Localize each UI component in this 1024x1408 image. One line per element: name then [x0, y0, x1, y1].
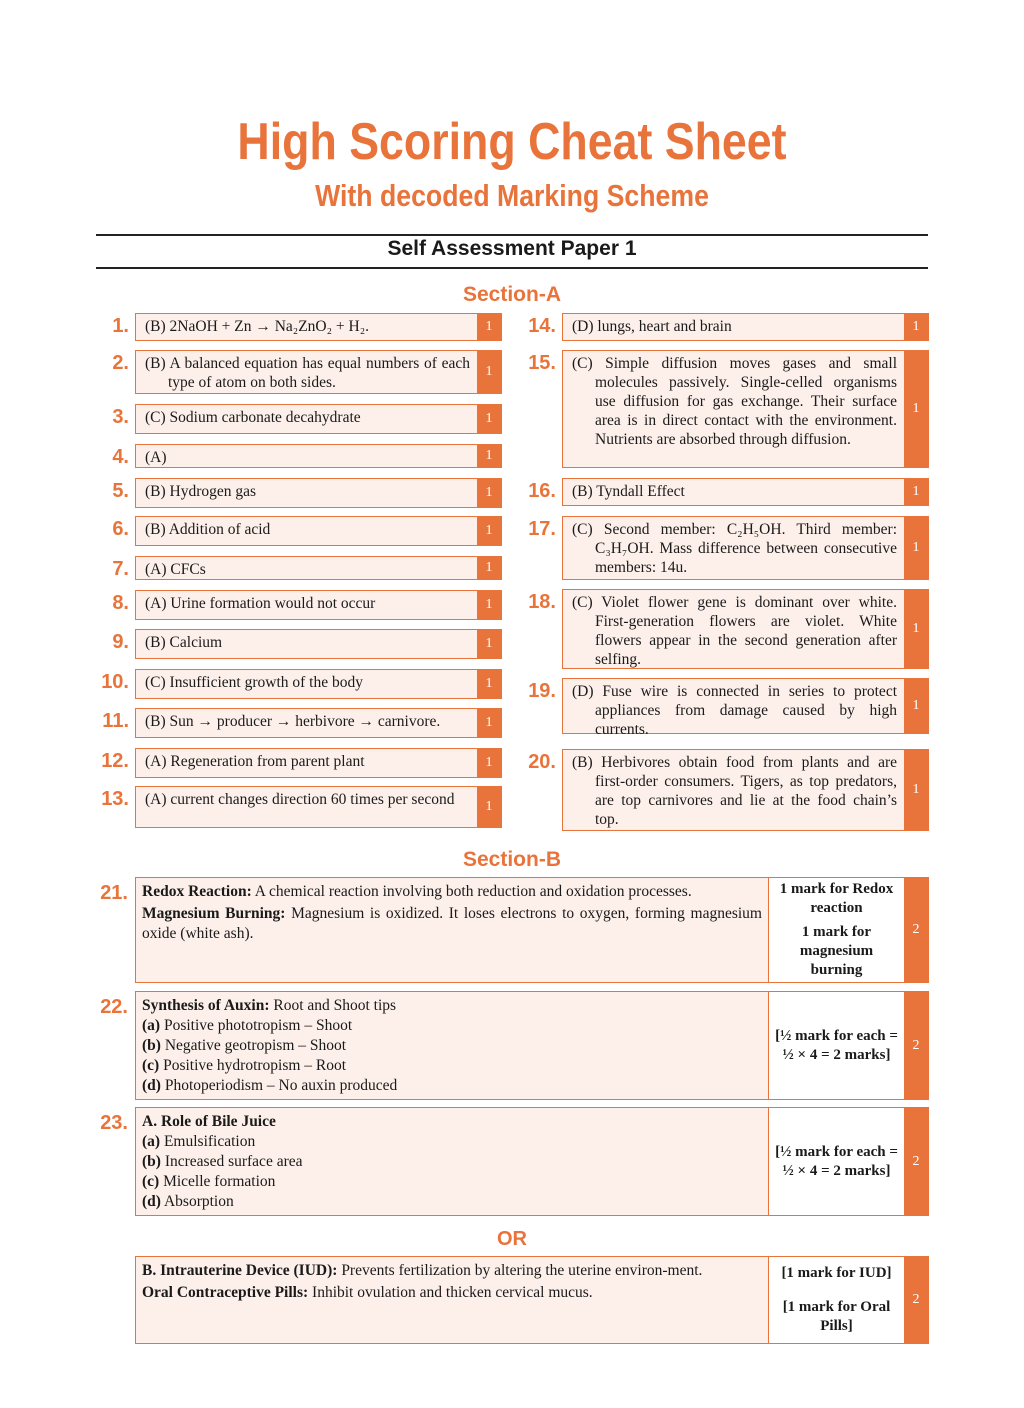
answer-content: Hydrogen gas: [169, 483, 257, 500]
answer-option: (D): [572, 318, 594, 335]
question-number: 21.: [100, 882, 128, 904]
answer-line: [142, 1076, 762, 1096]
answer-box: [135, 350, 502, 394]
answer-label: (b): [142, 1153, 161, 1170]
answer-text: [563, 517, 903, 577]
answer-content: Increased surface area: [160, 1153, 303, 1170]
marking-scheme-cell: [768, 878, 904, 982]
answer-content: Absorption: [160, 1193, 234, 1210]
answer-box: [562, 678, 929, 738]
answer-line: [142, 1152, 762, 1172]
bottom-rule: [96, 267, 928, 269]
answer-label: (d): [142, 1193, 161, 1210]
answer-text: [136, 445, 476, 467]
marking-scheme-note: 1 mark for magnesium burning: [799, 923, 874, 978]
mark-cell: 1: [477, 405, 501, 433]
answer-content: current changes direction 60 times per second: [170, 791, 455, 808]
answer-box: [135, 590, 502, 620]
mark-cell: 1: [477, 591, 501, 619]
mark-cell: 1: [477, 351, 501, 393]
marking-scheme-note: 1 mark for Redox reaction: [779, 881, 894, 917]
question-number: 12.: [101, 750, 129, 772]
question-number: 8.: [112, 592, 129, 614]
answer-label: Synthesis of Auxin:: [142, 997, 270, 1014]
long-answer-text: [142, 1261, 762, 1303]
marking-scheme-cell: [768, 1257, 904, 1343]
answer-label: (b): [142, 1037, 161, 1054]
answer-content: Calcium: [169, 634, 223, 651]
answer-option: (D): [572, 683, 594, 700]
mark-cell: 1: [477, 479, 501, 507]
answer-line: [142, 1261, 762, 1281]
answer-box: [562, 350, 929, 468]
answer-box: [135, 478, 502, 508]
mark-cell: 1: [904, 351, 928, 467]
section-a-heading: Section-A: [462, 283, 561, 306]
answer-line: [142, 1112, 762, 1132]
paper-title: Self Assessment Paper 1: [387, 237, 637, 260]
answer-option: (A): [145, 449, 167, 466]
marking-scheme-note: [1 mark for IUD]: [781, 1265, 892, 1282]
answer-option: (B): [572, 754, 593, 771]
answer-option: (A): [145, 561, 167, 578]
page-title: High Scoring Cheat Sheet: [237, 113, 787, 171]
question-number: 1.: [112, 315, 129, 337]
answer-option: (C): [572, 521, 593, 538]
answer-content: Violet flower gene is dominant over white. First-generation flowers are violet. White flowers appear in the second generation after selfing.: [595, 594, 897, 668]
answer-box: [135, 708, 502, 738]
answer-text: [563, 590, 903, 669]
answer-content: Tyndall Effect: [596, 483, 685, 500]
answer-content: Regeneration from parent plant: [170, 753, 365, 770]
answer-label: (c): [142, 1057, 160, 1074]
question-number: 10.: [101, 671, 129, 693]
answer-label: A. Role of Bile Juice: [142, 1113, 276, 1130]
mark-cell: 2: [904, 1108, 928, 1215]
answer-text: [563, 750, 903, 829]
answer-box: [562, 589, 929, 669]
answer-text: [136, 351, 476, 392]
answer-option: (B): [572, 483, 593, 500]
answer-option: (B): [145, 483, 166, 500]
question-number: 20.: [528, 751, 556, 773]
answer-option: (B): [145, 634, 166, 651]
answer-text: [136, 557, 476, 579]
answer-line: [142, 996, 762, 1016]
answer-text: [136, 314, 476, 336]
answer-option: (C): [572, 594, 593, 611]
answer-text: [136, 787, 476, 809]
answer-box: [562, 478, 929, 506]
answer-box: [135, 786, 502, 828]
mark-cell: 1: [477, 314, 501, 340]
question-number: 18.: [528, 591, 556, 613]
long-answer-text: [142, 882, 762, 944]
question-number: 11.: [102, 710, 129, 732]
answer-text: [136, 630, 476, 652]
question-number: 3.: [112, 406, 129, 428]
answer-label: (c): [142, 1173, 160, 1190]
answer-text: [563, 351, 903, 449]
question-number: 9.: [112, 631, 129, 653]
answer-option: (C): [145, 674, 166, 691]
answer-line: [142, 1172, 762, 1192]
mark-cell: 1: [477, 557, 501, 579]
answer-box: [135, 404, 502, 434]
answer-content: Sodium carbonate decahydrate: [169, 409, 361, 426]
answer-option: (B): [145, 521, 166, 538]
question-number: 14.: [528, 315, 556, 337]
marking-scheme-cell: [768, 1108, 904, 1215]
question-number: 19.: [528, 680, 556, 702]
answer-text: [563, 679, 903, 739]
marking-scheme-note: [1 mark for Oral Pills]: [782, 1298, 891, 1334]
section-b-heading: Section-B: [462, 848, 561, 871]
mark-cell: 1: [477, 670, 501, 698]
question-number: 22.: [100, 996, 128, 1018]
question-number: 2.: [112, 352, 129, 374]
answer-option: (A): [145, 595, 167, 612]
question-number: 5.: [112, 480, 129, 502]
answer-box: [135, 556, 502, 580]
answer-box: [135, 629, 502, 659]
answer-content: Second member: C₂H₅OH. Third member: C₃H₇OH. Mass difference between consecutive members: 14u.: [595, 521, 897, 576]
answer-content: Simple diffusion moves gases and small molecules passively. Single-celled organisms use diffusion for gas exchange. Their surface area is in direct contact with the environment. Nutrients are absorbed through diffusion.: [595, 355, 897, 448]
mark-cell: 1: [477, 749, 501, 777]
question-number: 4.: [112, 446, 129, 468]
page-subtitle: With decoded Marking Scheme: [315, 178, 709, 213]
answer-option: (A): [145, 791, 167, 808]
answer-content: Photoperiodism – No auxin produced: [160, 1077, 398, 1094]
question-number: 13.: [101, 788, 129, 810]
answer-content: Sun → producer → herbivore → carnivore.: [169, 713, 441, 730]
mark-cell: 1: [477, 787, 501, 827]
long-answer-box: [135, 1256, 929, 1344]
answer-line: [142, 1132, 762, 1152]
answer-line: [142, 882, 762, 902]
answer-text: [136, 517, 476, 539]
answer-text: [136, 591, 476, 613]
answer-text: [563, 314, 903, 336]
long-answer-box: [135, 991, 929, 1100]
answer-content: Positive phototropism – Shoot: [160, 1017, 353, 1034]
top-rule: [96, 234, 928, 236]
answer-content: Urine formation would not occur: [170, 595, 376, 612]
answer-content: Herbivores obtain food from plants and are first-order consumers. Tigers, as top predators, are top carnivores and lie at the food chain’s top.: [595, 754, 898, 828]
answer-text: [136, 670, 476, 692]
or-divider: OR: [497, 1228, 527, 1250]
answer-content: Insufficient growth of the body: [169, 674, 363, 691]
answer-content: Inhibit ovulation and thicken cervical mucus.: [308, 1284, 593, 1301]
mark-cell: 1: [904, 750, 928, 830]
answer-label: (a): [142, 1017, 161, 1034]
long-answer-text: [142, 1112, 762, 1212]
question-number: 6.: [112, 518, 129, 540]
mark-cell: 1: [904, 590, 928, 668]
answer-label: B. Intrauterine Device (IUD):: [142, 1262, 338, 1279]
long-answer-box: [135, 1107, 929, 1216]
answer-box: [562, 749, 929, 831]
answer-content: A chemical reaction involving both reduction and oxidation processes.: [251, 883, 692, 900]
mark-cell: 1: [904, 517, 928, 579]
answer-text: [136, 405, 476, 427]
mark-cell: 1: [477, 709, 501, 737]
long-answer-box: [135, 877, 929, 983]
answer-box: [135, 669, 502, 699]
answer-box: [135, 748, 502, 778]
answer-content: Fuse wire is connected in series to protect appliances from damage caused by high currents.: [595, 683, 897, 738]
question-number: 15.: [528, 352, 556, 374]
answer-label: Magnesium Burning:: [142, 905, 286, 922]
mark-cell: 2: [904, 992, 928, 1099]
answer-line: [142, 1016, 762, 1036]
answer-content: Prevents fertilization by altering the uterine environ-ment.: [337, 1262, 703, 1279]
answer-label: (d): [142, 1077, 161, 1094]
mark-cell: 1: [904, 679, 928, 733]
answer-box: [135, 516, 502, 546]
answer-line: [142, 904, 762, 944]
answer-text: [136, 709, 476, 731]
answer-text: [563, 479, 903, 501]
mark-cell: 1: [477, 445, 501, 467]
mark-cell: 1: [477, 630, 501, 658]
question-number: 17.: [528, 518, 556, 540]
answer-content: lungs, heart and brain: [597, 318, 732, 335]
answer-option: (C): [145, 409, 166, 426]
answer-content: Negative geotropism – Shoot: [160, 1037, 347, 1054]
answer-box: [562, 516, 929, 580]
answer-line: [142, 1283, 762, 1303]
mark-cell: 1: [477, 517, 501, 545]
answer-content: 2NaOH + Zn → Na₂ZnO₂ + H₂.: [169, 318, 369, 335]
answer-line: [142, 1192, 762, 1212]
answer-label: Oral Contraceptive Pills:: [142, 1284, 309, 1301]
answer-option: (B): [145, 713, 166, 730]
answer-content: Root and Shoot tips: [269, 997, 397, 1014]
mark-cell: 2: [904, 878, 928, 982]
answer-content: Micelle formation: [159, 1173, 276, 1190]
marking-scheme-cell: [768, 992, 904, 1099]
answer-box: [135, 313, 502, 341]
marking-scheme-note: [½ mark for each = ½ × 4 = 2 marks]: [775, 1143, 898, 1179]
answer-content: Emulsification: [160, 1133, 256, 1150]
answer-option: (C): [572, 355, 593, 372]
answer-label: (a): [142, 1133, 161, 1150]
answer-content: Magnesium is oxidized. It loses electrons to oxygen, forming magnesium oxide (white ash).: [142, 905, 762, 942]
long-answer-text: [142, 996, 762, 1096]
answer-line: [142, 1056, 762, 1076]
answer-option: (B): [145, 318, 166, 335]
mark-cell: 2: [904, 1257, 928, 1343]
answer-box: [135, 444, 502, 468]
answer-line: [142, 1036, 762, 1056]
question-number: 16.: [528, 480, 556, 502]
marking-scheme-note: [½ mark for each = ½ × 4 = 2 marks]: [775, 1027, 898, 1063]
answer-box: [562, 313, 929, 341]
mark-cell: 1: [904, 479, 928, 505]
answer-option: (B): [145, 355, 166, 372]
answer-option: (A): [145, 753, 167, 770]
answer-text: [136, 749, 476, 771]
answer-content: Addition of acid: [168, 521, 271, 538]
answer-content: Positive hydrotropism – Root: [159, 1057, 347, 1074]
answer-content: CFCs: [170, 561, 206, 578]
question-number: 7.: [112, 558, 129, 580]
question-number: 23.: [100, 1112, 128, 1134]
answer-label: Redox Reaction:: [142, 883, 252, 900]
answer-text: [136, 479, 476, 501]
answer-content: A balanced equation has equal numbers of each type of atom on both sides.: [168, 355, 470, 391]
mark-cell: 1: [904, 314, 928, 340]
